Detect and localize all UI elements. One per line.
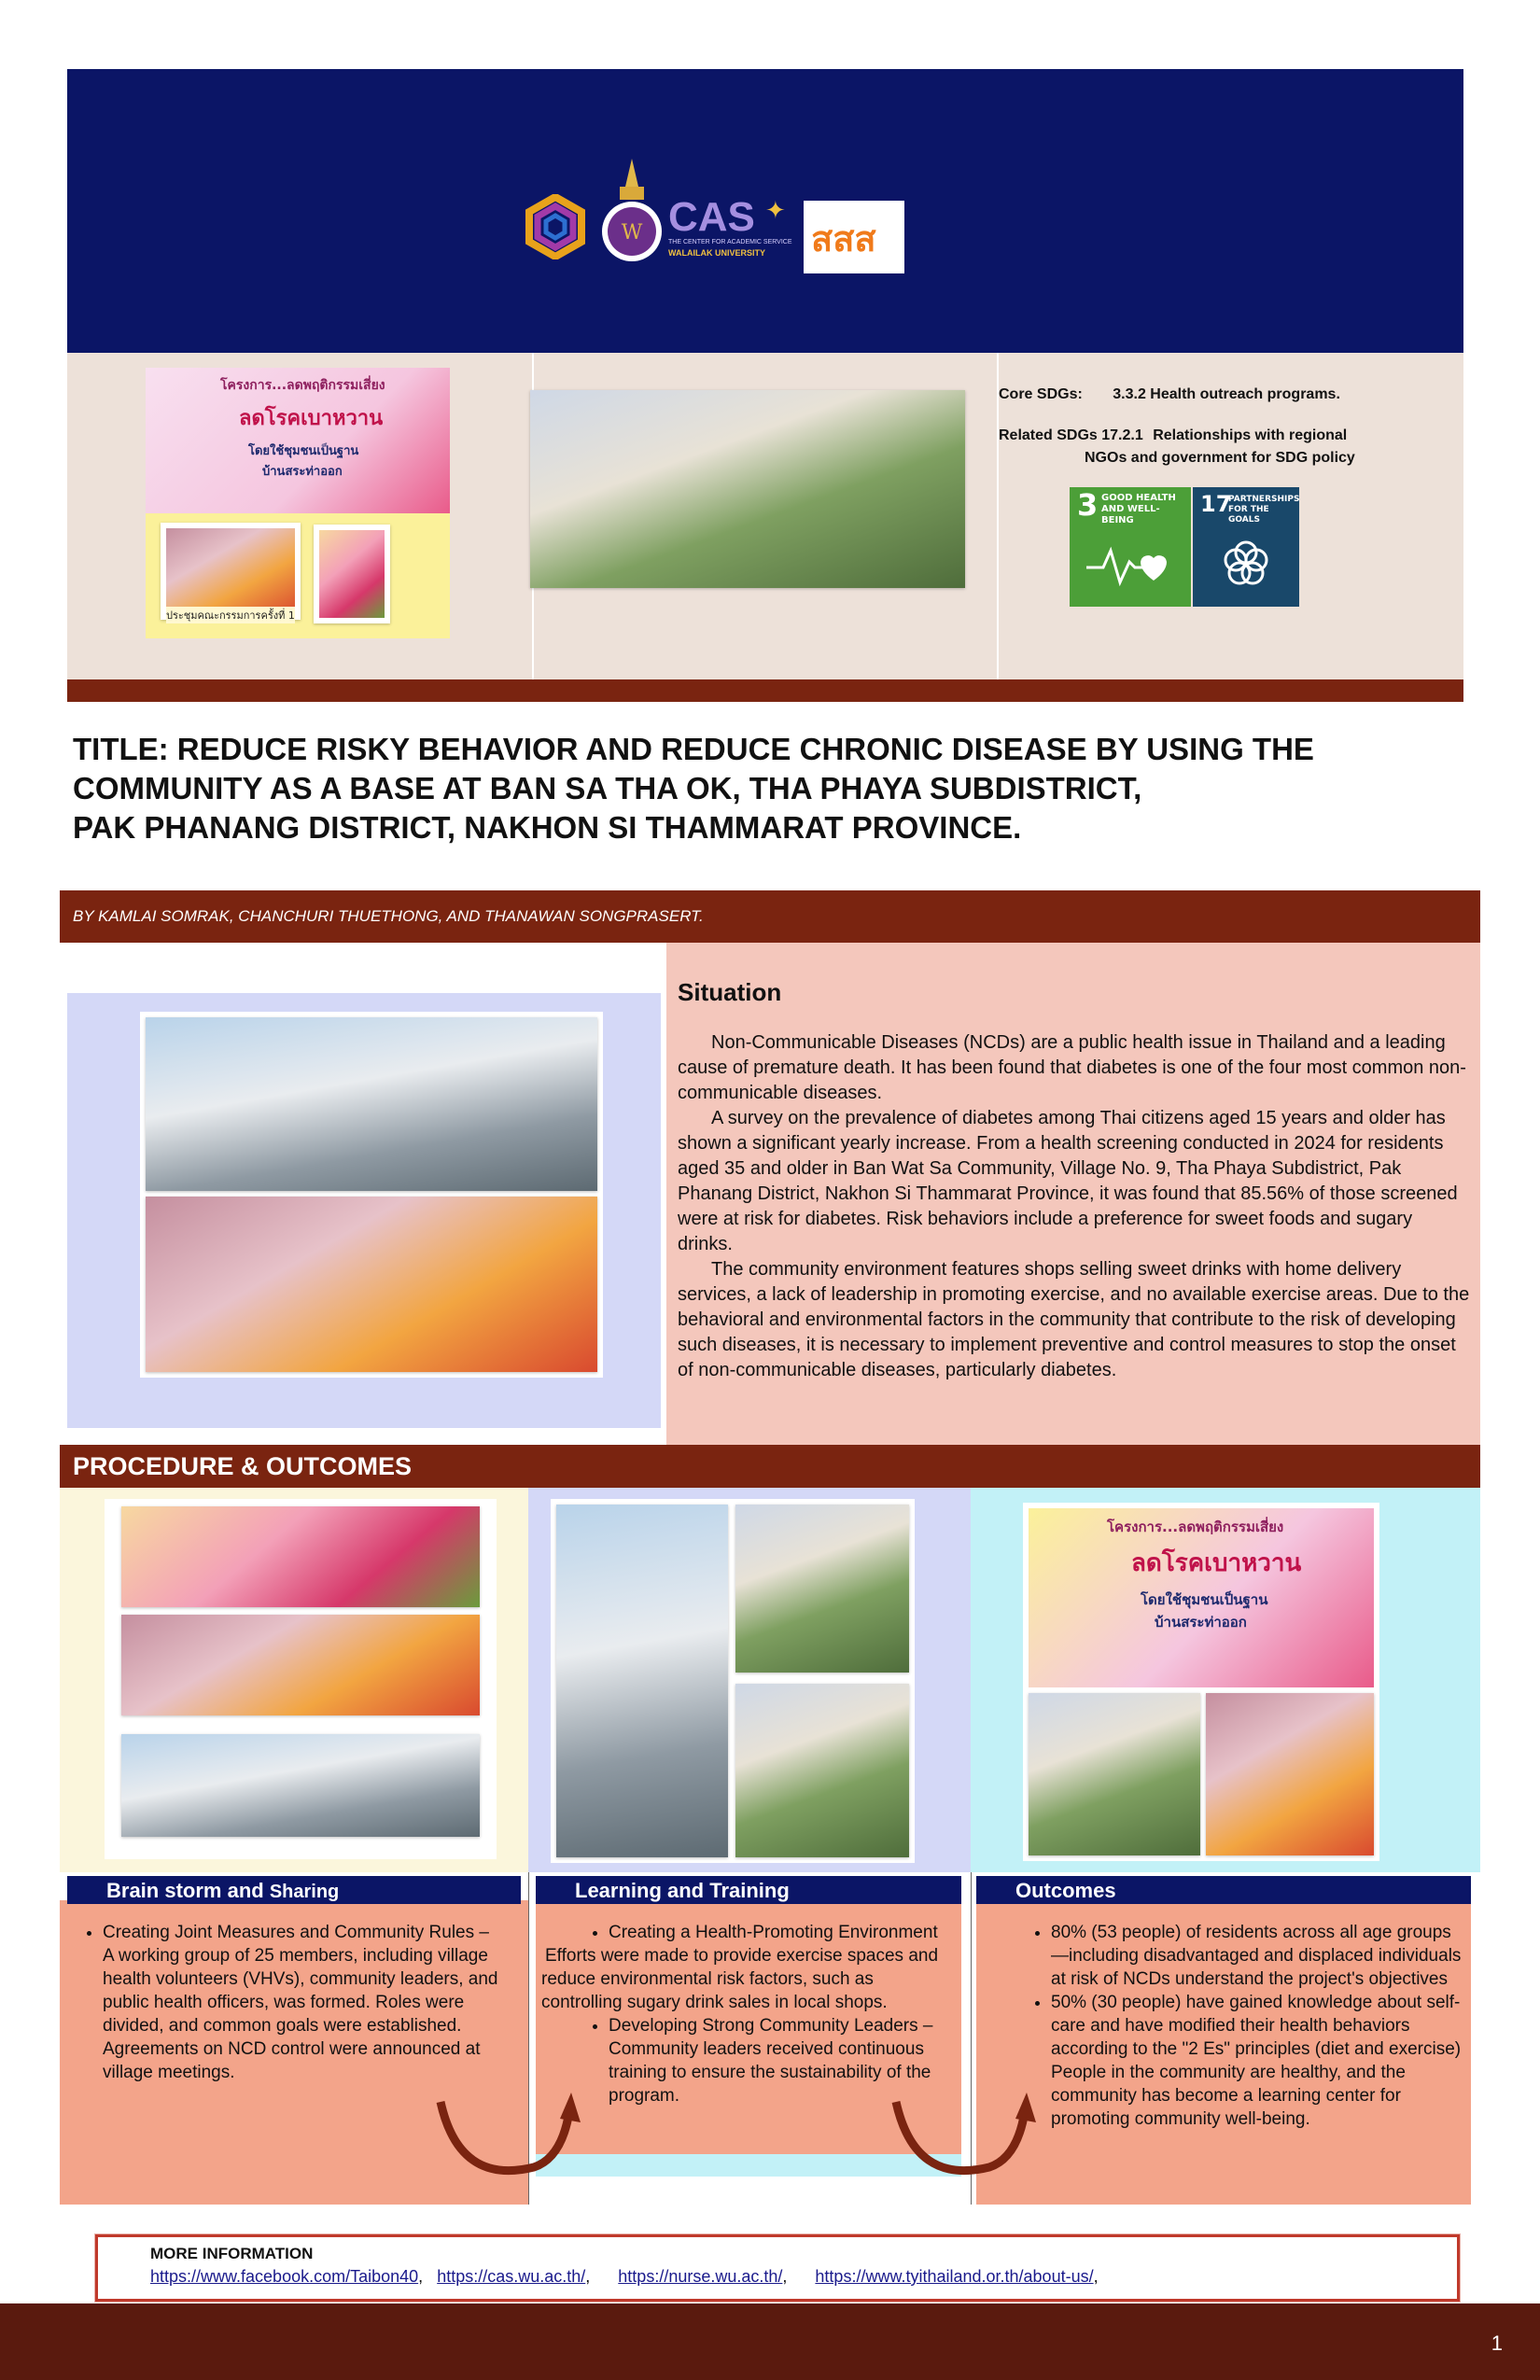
situation-photo-frame: [140, 1012, 603, 1378]
col3-photo-frame: [1023, 1503, 1379, 1861]
col3-paragraph: People in the community are healthy, and the community has become a learning center for promoting community well-being.: [1051, 2063, 1406, 2129]
brainstorm-photo: [121, 1506, 480, 1607]
poster-sub1: โดยใช้ชุมชนเป็นฐาน: [1141, 1591, 1268, 1608]
outcome-photo: [1029, 1693, 1200, 1855]
cas-university: WALAILAK UNIVERSITY: [668, 248, 766, 258]
col2-item: • Developing Strong Community Leaders – Community leaders received continuous training to ensure the sustainability of the program.: [609, 2014, 958, 2107]
brainstorm-photo: [121, 1734, 480, 1837]
exercise-photo: [735, 1684, 909, 1857]
title-line-3: PAK PHANANG DISTRICT, NAKHON SI THAMMARAT PROVINCE.: [73, 810, 1022, 845]
thaihealth-logo: [804, 201, 904, 273]
banner-divider: [997, 353, 999, 700]
cas-subtitle: THE CENTER FOR ACADEMIC SERVICE: [668, 239, 792, 245]
col1-title: Brain storm and Sharing: [106, 1879, 340, 1902]
poster-sub2: บ้านสระท่าออก: [1155, 1614, 1247, 1631]
situation-paragraph: A survey on the prevalence of diabetes among Thai citizens aged 15 years and older has shown a significant yearly increase. From a health screening conducted in 2024 for residents aged 35 and older in Ban Wat Sa Community, Village No. 9, Tha Phaya Subdistrict, Pak Phanang District, Nakhon Si Thammarat Province, it was found that 85.56% of those screened were at risk for diabetes. Risk behaviors include a preference for sweet foods and sugary drinks.: [678, 1108, 1458, 1254]
situation-panel: [666, 943, 1480, 1445]
outcome-poster: [1029, 1508, 1374, 1687]
cas-link[interactable]: https://cas.wu.ac.th/: [437, 2267, 586, 2286]
sdg17-tile: [1193, 487, 1299, 607]
poster-main: ลดโรคเบาหวาน: [1131, 1549, 1302, 1577]
tyi-link[interactable]: https://www.tyithailand.or.th/about-us/: [815, 2267, 1094, 2286]
related-sdgs-value-2: NGOs and government for SDG policy: [1085, 450, 1355, 466]
col2-item: • Creating a Health-Promoting Environment: [609, 1921, 958, 1944]
outcome-photo: [1206, 1693, 1374, 1855]
poster-title: โครงการ...ลดพฤติกรรมเสี่ยง: [1107, 1519, 1284, 1535]
flower-icon: [1218, 536, 1274, 592]
nurse-link[interactable]: https://nurse.wu.ac.th/: [618, 2267, 783, 2286]
col2-header: [536, 1876, 961, 1904]
procedure-heading: PROCEDURE & OUTCOMES: [73, 1452, 413, 1480]
page-title: [73, 730, 1491, 847]
col1-photo-frame: [105, 1499, 497, 1859]
related-sdgs-value: Relationships with regional: [1153, 427, 1348, 443]
exercise-photo: [735, 1505, 909, 1673]
meeting-photo: [161, 523, 301, 620]
more-info-links: https://www.facebook.com/Taibon40, https://cas.wu.ac.th/, https://nurse.wu.ac.th/, https://www.tyithailand.or.th/about-us/,: [150, 2267, 1099, 2286]
col1-item: • Creating Joint Measures and Community Rules – A working group of 25 members, including village health volunteers (VHVs), community leaders, and public health officers, was formed. Roles were divided, and common goals were established. Agreements on NCD control were announced at village meetings.: [103, 1921, 498, 2084]
footer-bar: [0, 2303, 1540, 2380]
col3-body: [982, 1921, 1467, 2131]
cas-text: CAS: [668, 194, 755, 240]
meeting-photo: [314, 525, 390, 623]
sdg17-number: 17: [1200, 491, 1232, 517]
title-line-1: TITLE: REDUCE RISKY BEHAVIOR AND REDUCE CHRONIC DISEASE BY USING THE: [73, 732, 1314, 766]
poster-header: [146, 368, 450, 513]
svg-text:W: W: [621, 221, 643, 245]
byline: BY KAMLAI SOMRAK, CHANCHURI THUETHONG, AND THANAWAN SONGPRASERT.: [73, 907, 704, 925]
col1-header: [67, 1876, 521, 1904]
brainstorm-photo: [121, 1615, 480, 1715]
situation-paragraph: Non-Communicable Diseases (NCDs) are a public health issue in Thailand and a leading cause of premature death. It has been found that diabetes is one of the four most common non-communicable diseases.: [678, 1032, 1466, 1103]
curved-arrow-icon: [431, 2083, 581, 2186]
sdg17-text: PARTNERSHIPS FOR THE GOALS: [1228, 495, 1300, 525]
walailak-crest-logo: [599, 159, 665, 263]
situation-paragraph: The community environment features shops selling sweet drinks with home delivery services, a lack of leadership in promoting exercise, and no available exercise areas. Due to the behavioral and environmental factors in the community that contribute to the risk of developing such diseases, it is necessary to implement preventive and control measures to stop the onset of non-communicable diseases, particularly diabetes.: [678, 1259, 1470, 1380]
header-band: [67, 69, 1463, 353]
screening-photo: [146, 1197, 597, 1372]
poster-main: ลดโรคเบาหวาน: [239, 407, 384, 430]
core-sdgs-label: Core SDGs:: [999, 386, 1083, 402]
byline-bar: [60, 890, 1480, 943]
col3-item: • 80% (53 people) of residents across all age groups—including disadvantaged and displaced individuals at risk of NCDs understand the project's objectives: [1051, 1921, 1467, 1991]
col1-list: [69, 1921, 498, 2084]
facebook-link[interactable]: https://www.facebook.com/Taibon40: [150, 2267, 419, 2286]
col2-paragraph: Efforts were made to provide exercise spaces and reduce environmental risk factors, such as controlling sugary drink sales in local shops.: [541, 1946, 939, 2012]
related-sdgs-label: Related SDGs 17.2.1: [999, 427, 1143, 443]
sdg3-tile: [1070, 487, 1191, 607]
col2-title: Learning and Training: [575, 1879, 790, 1902]
heartbeat-icon: [1086, 541, 1176, 588]
col3-header: [976, 1876, 1471, 1904]
sparkle-icon: ✦: [765, 196, 786, 224]
training-room-photo: [146, 1017, 597, 1191]
sdg3-text: GOOD HEALTH AND WELL-BEING: [1101, 493, 1176, 525]
col3-title: Outcomes: [1015, 1879, 1116, 1902]
thaihealth-text: สสส: [811, 218, 876, 259]
community-exercise-photo: [530, 390, 965, 588]
more-info-box: [95, 2234, 1460, 2302]
core-sdgs-row: [999, 386, 1447, 403]
col3-item: • 50% (30 people) have gained knowledge about self-care and have modified their health behaviors according to the "2 Es" principles (diet and exercise): [1051, 1991, 1467, 2061]
training-photo: [556, 1505, 728, 1857]
poster-sub2: บ้านสระท่าออก: [262, 465, 343, 479]
situation-body: [678, 1030, 1471, 1383]
poster-sub1: โดยใช้ชุมชนเป็นฐาน: [248, 444, 359, 458]
curved-arrow-icon: [887, 2083, 1036, 2186]
banner-bottom-bar: [67, 679, 1463, 702]
situation-heading: Situation: [678, 978, 782, 1006]
poster-title: โครงการ...ลดพฤติกรรมเสี่ยง: [220, 378, 385, 393]
procedure-header-bar: [60, 1445, 1480, 1488]
hexagon-logo: [523, 194, 588, 259]
poster-caption: ประชุมคณะกรรมการครั้งที่ 1: [166, 607, 295, 623]
more-info-heading: MORE INFORMATION: [150, 2245, 314, 2262]
col2-photo-frame: [551, 1499, 915, 1863]
col2-body: [538, 1921, 958, 2107]
title-line-2: COMMUNITY AS A BASE AT BAN SA THA OK, THA PHAYA SUBDISTRICT,: [73, 771, 1142, 805]
related-sdgs-row: [999, 427, 1447, 444]
page-number: 1: [1491, 2331, 1503, 2355]
core-sdgs-value: 3.3.2 Health outreach programs.: [1113, 386, 1340, 402]
project-poster: [146, 368, 450, 638]
sdg3-number: 3: [1077, 487, 1099, 523]
